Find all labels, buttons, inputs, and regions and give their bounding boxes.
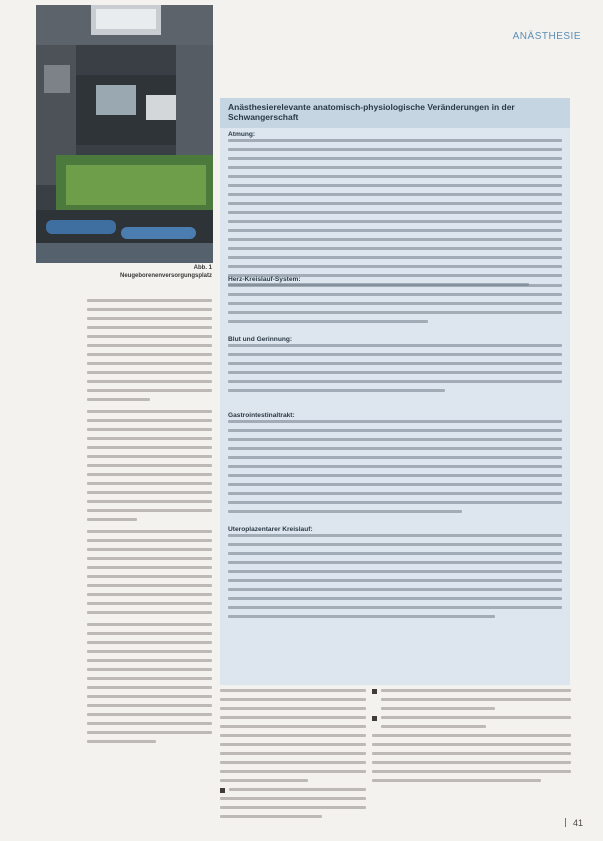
info-section-atmung: Atmung:: [228, 130, 562, 292]
page-number: 41: [572, 818, 583, 828]
left-column-text: [87, 299, 212, 749]
bullet-icon: [220, 788, 225, 793]
info-box-title: Anästhesierelevante anatomisch-physiologische Veränderungen in der Schwangerschaft: [220, 98, 570, 128]
info-section-herz-kreislauf: Herz-Kreislauf-System:: [228, 275, 562, 329]
info-section-blut-gerinnung: Blut und Gerinnung:: [228, 335, 562, 398]
photo-illustration: [36, 5, 213, 263]
middle-column-text: [220, 689, 366, 824]
list-item: [372, 689, 571, 710]
figure-caption-text: Neugeborenenversorgungsplatz: [119, 273, 212, 279]
right-column-list: [372, 689, 571, 788]
info-section-gastrointestinal: Gastrointestinaltrakt:: [228, 411, 562, 519]
info-section-uteroplazentar: Uteroplazentarer Kreislauf:: [228, 525, 562, 624]
page-footer: [565, 818, 583, 828]
footer-divider: [565, 818, 566, 827]
bullet-icon: [372, 689, 377, 694]
list-item: [372, 716, 571, 728]
figure-number: Abb. 1: [193, 265, 212, 271]
info-box: [220, 98, 570, 685]
list-item: [220, 788, 366, 791]
figure-caption: [78, 264, 212, 280]
section-label: ANÄSTHESIE: [512, 31, 581, 42]
bullet-icon: [372, 716, 377, 721]
neonatal-station-photo: [36, 5, 213, 263]
